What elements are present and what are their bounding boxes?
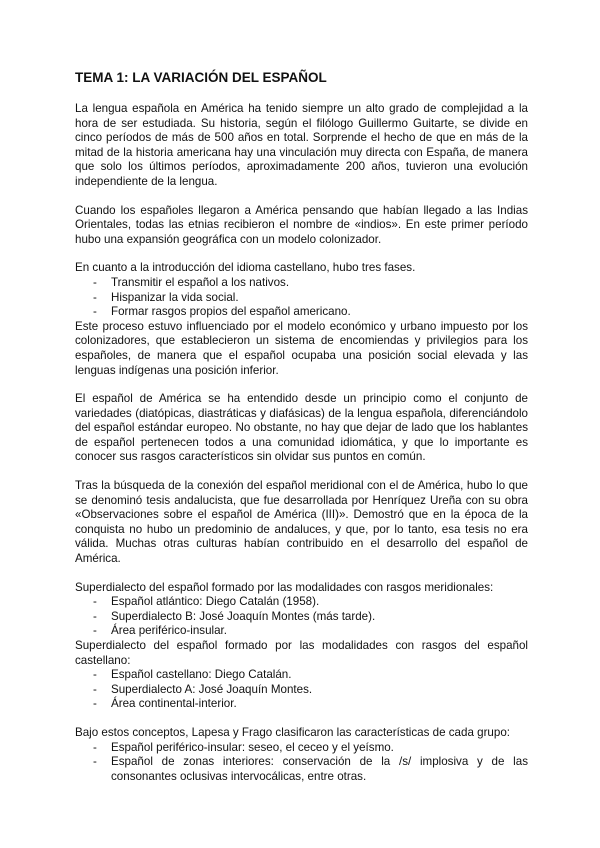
list-item: - Superdialecto A: José Joaquín Montes.: [93, 683, 528, 698]
list-item: - Español de zonas interiores: conservación de la /s/ implosiva y de las consonantes oclusivas intervocálicas, entre otras.: [93, 755, 528, 784]
list-item: - Superdialecto B: José Joaquín Montes (más tarde).: [93, 610, 528, 625]
page-title: TEMA 1: LA VARIACIÓN DEL ESPAÑOL: [75, 70, 327, 85]
list-item: - Español periférico-insular: seseo, el ceceo y el yeísmo.: [93, 741, 528, 756]
phases-list: [75, 276, 528, 320]
paragraph-phases-intro: En cuanto a la introducción del idioma castellano, hubo tres fases.: [75, 261, 416, 275]
castellano-list: [75, 668, 528, 712]
paragraph-varieties: El español de América se ha entendido desde un principio como el conjunto de variedades (diatópicas, diastráticas y diafásicas) de la lengua española, diferenciándolo del español estándar europeo. No obstante, no hay que dejar de lado que los hablantes de español pertenecen todos a una comunidad idiomática, y que lo importante es conocer sus rasgos característicos sin olvidar sus puntos en común.: [75, 392, 528, 464]
paragraph-economic-model: Este proceso estuvo influenciado por el modelo económico y urbano impuesto por los colonizadores, que establecieron un sistema de encomiendas y privilegios para los españoles, de manera que el español ocupaba una posición social elevada y las lenguas indígenas una posición inferior.: [75, 319, 528, 377]
paragraph-meridional-heading: Superdialecto del español formado por las modalidades con rasgos meridionales:: [75, 580, 494, 594]
groups-list: [75, 741, 528, 785]
list-item: - Español castellano: Diego Catalán.: [93, 668, 528, 683]
paragraph-andalucist-thesis: Tras la búsqueda de la conexión del español meridional con el de América, hubo lo que se denominó tesis andalucista, que fue desarrollada por Henríquez Ureña con su obra «Observaciones sobre el español de América (III)». Demostró que en la época de la conquista no hubo un predominio de andaluces, y que, por lo tanto, esa tesis no era válida. Muchas otras culturas habían contribuido en el desarrollo del español de América.: [75, 479, 528, 566]
list-item: - Transmitir el español a los nativos.: [93, 276, 528, 291]
paragraph-indios: Cuando los españoles llegaron a América pensando que habían llegado a las Indias Orientales, todas las etnias recibieron el nombre de «indios». En este primer período hubo una expansión geográfica con un modelo colonizador.: [75, 203, 528, 246]
paragraph-lapesa-frago: Bajo estos conceptos, Lapesa y Frago clasificaron las características de cada grupo:: [75, 725, 510, 739]
meridional-list: [75, 595, 528, 639]
list-item: - Área periférico-insular.: [93, 624, 528, 639]
paragraph-castellano-heading: Superdialecto del español formado por las modalidades con rasgos del español castellano:: [75, 639, 528, 667]
list-item: - Formar rasgos propios del español americano.: [93, 305, 528, 320]
paragraph-intro: La lengua española en América ha tenido siempre un alto grado de complejidad a la hora de ser estudiada. Su historia, según el filólogo Guillermo Guitarte, se divide en cinco períodos de más de 500 años en total. Sorprende el hecho de que en más de la mitad de la historia americana hay una vinculación muy directa con España, de manera que solo los últimos períodos, aproximadamente 200 años, tuvieron una evolución independiente de la lengua.: [75, 102, 528, 188]
list-item: - Hispanizar la vida social.: [93, 291, 528, 306]
list-item: - Español atlántico: Diego Catalán (1958).: [93, 595, 528, 610]
list-item: - Área continental-interior.: [93, 697, 528, 712]
